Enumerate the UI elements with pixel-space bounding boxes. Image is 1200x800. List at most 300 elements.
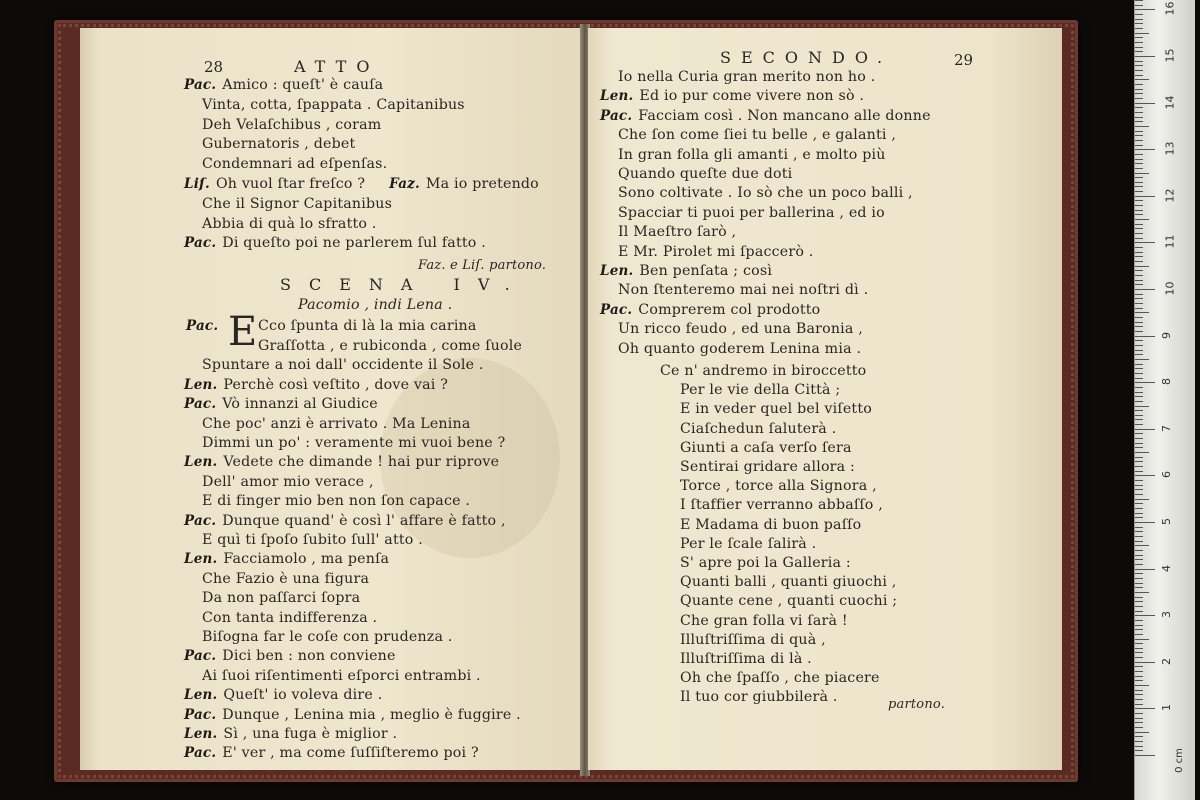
ruler-tick <box>1135 550 1143 551</box>
ruler-number: 13 <box>1163 141 1177 156</box>
line-text: Ben penſata ; così <box>639 263 773 279</box>
ruler-tick <box>1135 177 1143 178</box>
ruler-tick <box>1135 648 1143 649</box>
ruler-tick <box>1135 419 1143 420</box>
ruler-tick <box>1135 713 1143 714</box>
measurement-ruler <box>1134 0 1195 800</box>
ruler-tick <box>1135 503 1143 504</box>
ruler-tick <box>1135 23 1143 24</box>
ruler-tick <box>1135 508 1143 509</box>
ruler-tick <box>1135 256 1143 257</box>
ruler-number: 16 <box>1163 1 1177 16</box>
speaker-label: Len. <box>184 726 218 742</box>
ruler-tick <box>1135 191 1143 192</box>
running-head-left: ATTO <box>294 57 380 76</box>
ruler-tick <box>1135 5 1143 6</box>
speaker-label: Len. <box>600 88 634 105</box>
ruler-tick <box>1135 466 1143 467</box>
ruler-tick <box>1135 732 1149 733</box>
text-line <box>618 68 875 86</box>
ruler-tick <box>1135 447 1143 448</box>
ruler-tick <box>1135 718 1143 719</box>
ruler-number: 4 <box>1160 564 1173 572</box>
text-line <box>184 376 448 394</box>
text-line <box>618 281 868 299</box>
ruler-tick <box>1135 522 1155 523</box>
text-line <box>600 87 864 105</box>
ruler-tick <box>1135 219 1149 220</box>
aria-line: I ſtaffier verranno abbaſſo , <box>680 497 883 514</box>
line-text: Non ſtenteremo mai nei noſtri dì . <box>618 282 869 299</box>
text-line <box>618 320 863 338</box>
speaker-label: Len. <box>184 454 218 471</box>
ruler-tick <box>1135 214 1143 215</box>
text-line <box>618 126 896 144</box>
ruler-tick <box>1135 19 1143 20</box>
speaker-label: Pac. <box>184 235 217 252</box>
text-line <box>184 76 383 94</box>
ruler-tick <box>1135 671 1143 672</box>
ruler-tick <box>1135 666 1143 667</box>
ruler-tick <box>1135 564 1143 565</box>
ruler-tick <box>1135 340 1143 341</box>
ruler-tick <box>1135 42 1143 43</box>
ruler-tick <box>1135 378 1143 379</box>
aria-line: Il tuo cor giubbilerà . <box>680 689 838 706</box>
ruler-tick <box>1135 33 1149 34</box>
ruler-tick <box>1135 252 1143 253</box>
text-line <box>258 337 522 355</box>
ruler-tick <box>1135 536 1143 537</box>
ruler-tick <box>1135 317 1143 318</box>
text-line <box>202 570 369 588</box>
line-text: Io nella Curia gran merito non ho . <box>618 69 876 85</box>
ruler-tick <box>1135 308 1143 309</box>
line-text: Che ſon come ſiei tu belle , e galanti , <box>618 127 897 144</box>
text-line <box>202 155 387 173</box>
ruler-tick <box>1135 387 1143 388</box>
scene-characters: Pacomio , indi Lena . <box>298 297 453 313</box>
ruler-tick <box>1135 415 1143 416</box>
line-text: Che poc' anzi è arrivato . Ma Lenina <box>202 415 471 432</box>
ruler-tick <box>1135 587 1143 588</box>
ruler-tick <box>1135 47 1143 48</box>
line-text: Facciam così . Non mancano alle donne <box>638 107 931 124</box>
line-text: Graſſotta , e rubiconda , come ſuole <box>258 338 523 354</box>
line-text: Che il Signor Capitanibus <box>202 195 393 212</box>
ruler-tick <box>1135 401 1143 402</box>
ruler-tick <box>1135 196 1155 197</box>
ruler-tick <box>1135 499 1149 500</box>
ruler-tick <box>1135 98 1143 99</box>
line-text: Che Fazio è una figura <box>202 570 370 587</box>
ruler-tick <box>1135 443 1143 444</box>
ruler-number: 7 <box>1160 424 1173 432</box>
ruler-tick <box>1135 336 1155 337</box>
ruler-tick <box>1135 9 1155 10</box>
line-text: Dunque quand' è così l' affare è fatto , <box>222 512 506 529</box>
ruler-tick <box>1135 51 1143 52</box>
line-text: Dimmi un po' : veramente mi vuoi bene ? <box>202 435 506 451</box>
line-text: Di queſto poi ne parlerem ſul fatto . <box>222 235 486 252</box>
ruler-tick <box>1135 14 1143 15</box>
ruler-tick <box>1135 275 1143 276</box>
aria-line: Giunti a caſa verſo ſera <box>680 439 852 456</box>
speaker-label: Pac. <box>600 107 633 124</box>
ruler-tick <box>1135 298 1143 299</box>
ruler-tick <box>1135 173 1149 174</box>
ruler-tick <box>1135 559 1143 560</box>
running-head-right: SECONDO. <box>720 48 893 67</box>
ruler-tick <box>1135 597 1143 598</box>
ruler-tick <box>1135 345 1143 346</box>
speaker-label: Len. <box>184 551 218 568</box>
text-line <box>600 301 820 319</box>
ruler-number: 2 <box>1160 657 1173 665</box>
line-text: Il Maeſtro ſarò , <box>618 224 737 241</box>
ruler-tick <box>1135 238 1143 239</box>
line-text: Con tanta indifferenza . <box>202 609 378 626</box>
text-line <box>202 96 465 114</box>
ruler-tick <box>1135 438 1143 439</box>
ruler-tick <box>1135 657 1143 658</box>
ruler-tick <box>1135 359 1149 360</box>
ruler-tick <box>1135 592 1149 593</box>
text-line <box>202 609 377 627</box>
line-text: Deh Velaſchibus , coram <box>202 116 382 133</box>
ruler-tick <box>1135 121 1143 122</box>
text-line <box>618 184 913 202</box>
line-text: Oh quanto goderem Lenina mia . <box>618 340 862 357</box>
ruler-tick <box>1135 615 1155 616</box>
text-line: Cco ſpunta di là la mia carina <box>258 318 477 334</box>
ruler-tick <box>1135 294 1143 295</box>
ruler-tick <box>1135 326 1143 327</box>
ruler-tick <box>1135 545 1149 546</box>
ruler-unit-label: 0 cm <box>1173 748 1185 773</box>
line-text: E quì ti ſpoſo ſubito ſull' atto . <box>202 532 423 548</box>
ruler-tick <box>1135 149 1155 150</box>
ruler-tick <box>1135 200 1143 201</box>
ruler-number: 6 <box>1160 471 1173 479</box>
line-text: Abbia di quà lo sfratto . <box>202 215 377 232</box>
text-line <box>600 262 772 280</box>
ruler-number: 12 <box>1163 188 1177 203</box>
ruler-tick <box>1135 284 1143 285</box>
line-text: Spuntare a noi dall' occidente il Sole . <box>202 357 484 374</box>
aria-line: Quanti balli , quanti giuochi , <box>680 574 897 591</box>
ruler-tick <box>1135 494 1143 495</box>
ruler-tick <box>1135 475 1155 476</box>
line-text: Biſogna far le coſe con prudenza . <box>202 629 453 645</box>
aria-line: Oh che ſpaſſo , che piacere <box>680 670 880 687</box>
text-line <box>184 706 521 724</box>
text-line <box>600 107 931 125</box>
ruler-tick <box>1135 163 1143 164</box>
speaker-label: Len. <box>600 263 634 279</box>
text-line <box>202 589 360 607</box>
line-text: Perchè così veſtito , dove vai ? <box>223 376 449 393</box>
ruler-tick <box>1135 168 1143 169</box>
ruler-tick <box>1135 107 1143 108</box>
left-page <box>80 28 582 770</box>
line-text: Un ricco feudo , ed una Baronia , <box>618 321 863 338</box>
ruler-tick <box>1135 457 1143 458</box>
ruler-tick <box>1135 625 1143 626</box>
text-line <box>618 165 792 183</box>
text-line <box>618 243 814 261</box>
text-line <box>202 415 471 433</box>
ruler-tick <box>1135 452 1149 453</box>
ruler-tick <box>1135 280 1143 281</box>
ruler-tick <box>1135 746 1143 747</box>
ruler-tick <box>1135 708 1155 709</box>
text-line <box>618 146 886 164</box>
ruler-tick <box>1135 205 1143 206</box>
text-line <box>184 453 499 471</box>
ruler-tick <box>1135 606 1143 607</box>
ruler-tick <box>1135 555 1143 556</box>
ruler-tick <box>1135 643 1143 644</box>
text-line <box>202 116 381 134</box>
line-text: Ai ſuoi riſentimenti eſporci entrambi . <box>202 667 481 684</box>
ruler-tick <box>1135 429 1155 430</box>
ruler-tick <box>1135 247 1143 248</box>
line-text: Oh vuol ſtar freſco ? <box>215 176 366 192</box>
text-line <box>202 667 481 685</box>
line-text: Ed io pur come vivere non sò . <box>639 88 865 105</box>
ruler-tick <box>1135 159 1143 160</box>
text-line <box>184 744 479 762</box>
ruler-tick <box>1135 140 1143 141</box>
text-line <box>618 223 736 241</box>
ruler-tick <box>1135 406 1149 407</box>
text-line <box>184 686 382 704</box>
ruler-tick <box>1135 126 1149 127</box>
ruler-tick <box>1135 117 1143 118</box>
ruler-tick <box>1135 224 1143 225</box>
ruler-tick <box>1135 154 1143 155</box>
aria-line: Ciaſchedun ſaluterà . <box>680 420 837 437</box>
ruler-tick <box>1135 741 1143 742</box>
line-text: E' ver , ma come ſuſſiſteremo poi ? <box>222 745 479 762</box>
ruler-tick <box>1135 89 1143 90</box>
stage-direction-exit: Faz. e Liſ. partono. <box>418 258 547 273</box>
ruler-tick <box>1135 690 1143 691</box>
ruler-tick <box>1135 182 1143 183</box>
aria-line: E in veder quel bel viſetto <box>680 401 872 418</box>
ruler-tick <box>1135 750 1143 751</box>
line-text: Dell' amor mio verace , <box>202 473 374 490</box>
ruler-tick <box>1135 131 1143 132</box>
ruler-tick <box>1135 312 1149 313</box>
ruler-tick <box>1135 242 1155 243</box>
ruler-tick <box>1135 639 1149 640</box>
text-line <box>618 340 861 358</box>
ruler-tick <box>1135 662 1155 663</box>
ruler-number: 10 <box>1163 281 1177 296</box>
speaker-label: Len. <box>184 687 218 704</box>
page-number-left: 28 <box>204 58 224 76</box>
line-text: Dunque , Lenina mia , meglio è fuggire . <box>222 706 521 723</box>
line-text: Facciamolo , ma penſa <box>223 551 390 568</box>
text-line <box>202 135 355 153</box>
text-line <box>202 531 423 549</box>
ruler-tick <box>1135 541 1143 542</box>
aria-line: Per le ſcale ſalirà . <box>680 535 817 552</box>
ruler-number: 11 <box>1163 234 1177 249</box>
line-text: Vedete che dimande ! hai pur riprove <box>223 454 500 471</box>
ruler-tick <box>1135 620 1143 621</box>
ruler-tick <box>1135 210 1143 211</box>
ruler-tick <box>1135 513 1143 514</box>
ruler-number: 15 <box>1163 48 1177 63</box>
ruler-tick <box>1135 569 1155 570</box>
ruler-tick <box>1135 270 1143 271</box>
ruler-tick <box>1135 322 1143 323</box>
text-line <box>202 628 453 646</box>
text-line <box>202 492 470 510</box>
drop-cap: E <box>228 309 258 355</box>
speaker-label: Faz. <box>389 176 420 192</box>
line-text: Sì , una fuga è miglior . <box>223 726 398 742</box>
aria-line: Sentirai gridare allora : <box>680 459 856 475</box>
speaker-label: Pac. <box>184 706 217 723</box>
text-line <box>202 434 505 452</box>
ruler-number: 8 <box>1160 378 1173 386</box>
ruler-tick <box>1135 364 1143 365</box>
ruler-tick <box>1135 410 1143 411</box>
ruler-tick <box>1135 261 1143 262</box>
line-text: Sono coltivate . Io sò che un poco balli , <box>618 185 913 202</box>
page-number-right: 29 <box>954 51 974 69</box>
ruler-tick <box>1135 228 1143 229</box>
ruler-tick <box>1135 601 1143 602</box>
ruler-number: 5 <box>1160 518 1173 525</box>
ruler-tick <box>1135 392 1143 393</box>
speaker-label: Pac. <box>184 77 217 93</box>
ruler-tick <box>1135 699 1143 700</box>
text-line <box>184 175 539 193</box>
ruler-tick <box>1135 289 1155 290</box>
ruler-tick <box>1135 755 1155 756</box>
ruler-tick <box>1135 634 1143 635</box>
ruler-tick <box>1135 65 1143 66</box>
line-text: Queſt' io voleva dire . <box>223 687 383 704</box>
stage-direction-exit: partono. <box>888 697 946 712</box>
line-text: Vinta, cotta, ſpappata . Capitanibus <box>202 96 465 113</box>
line-text: Da non paſſarci ſopra <box>202 590 361 607</box>
ruler-tick <box>1135 578 1143 579</box>
text-line <box>184 725 397 743</box>
ruler-tick <box>1135 517 1143 518</box>
speaker-label: Len. <box>184 376 218 393</box>
ruler-tick <box>1135 37 1143 38</box>
right-page <box>588 28 1062 770</box>
ruler-tick <box>1135 79 1149 80</box>
ruler-tick <box>1135 433 1143 434</box>
ruler-tick <box>1135 583 1143 584</box>
line-text: Condemnari ad eſpenſas. <box>202 156 388 173</box>
aria-line: S' apre poi la Galleria : <box>680 555 851 571</box>
line-text: Quando queſte due doti <box>618 166 793 182</box>
ruler-tick <box>1135 676 1143 677</box>
ruler-tick <box>1135 373 1143 374</box>
line-text: Spacciar ti puoi per ballerina , ed io <box>618 204 885 221</box>
text-line <box>184 550 389 568</box>
ruler-tick <box>1135 611 1143 612</box>
ruler-tick <box>1135 461 1143 462</box>
ruler-tick <box>1135 84 1143 85</box>
ruler-number: 14 <box>1163 95 1177 110</box>
ruler-number: 9 <box>1160 331 1173 339</box>
ruler-tick <box>1135 527 1143 528</box>
ruler-tick <box>1135 680 1143 681</box>
ruler-tick <box>1135 303 1143 304</box>
ruler-tick <box>1135 722 1143 723</box>
ruler-tick <box>1135 145 1143 146</box>
ruler-tick <box>1135 266 1149 267</box>
ruler-tick <box>1135 103 1155 104</box>
ruler-tick <box>1135 382 1155 383</box>
speaker-label: Pac. <box>184 648 217 665</box>
speaker-label: Pac. <box>600 301 633 318</box>
aria-line: E Madama di buon paſſo <box>680 516 862 533</box>
ruler-tick <box>1135 93 1143 94</box>
inline-speech <box>389 176 539 192</box>
ruler-tick <box>1135 56 1155 57</box>
ruler-tick <box>1135 629 1143 630</box>
ruler-tick <box>1135 70 1143 71</box>
aria-line: Torce , torce alla Signora , <box>680 478 877 495</box>
speaker-label: Pac. <box>184 745 217 762</box>
aria-line: Illuſtriſſima di quà , <box>680 631 826 648</box>
ruler-tick <box>1135 112 1143 113</box>
ruler-tick <box>1135 685 1149 686</box>
line-text: Amico : queſt' è cauſa <box>222 77 384 93</box>
text-line <box>184 395 378 413</box>
ruler-tick <box>1135 736 1143 737</box>
aria-line: Illuſtriſſima di là . <box>680 651 812 667</box>
ruler-number: 1 <box>1160 704 1173 712</box>
ruler-tick <box>1135 233 1143 234</box>
ruler-tick <box>1135 75 1143 76</box>
ruler-tick <box>1135 28 1143 29</box>
aria-line: Quante cene , quanti cuochi ; <box>680 593 898 610</box>
ruler-tick <box>1135 186 1143 187</box>
line-text: Gubernatoris , debet <box>202 136 356 153</box>
ruler-tick <box>1135 350 1143 351</box>
aria-line: Ce n' andremo in biroccetto <box>660 363 867 379</box>
text-line <box>184 647 396 665</box>
line-text: Dici ben : non conviene <box>222 648 396 665</box>
text-line <box>202 195 392 213</box>
aria-line: Che gran folla vi ſarà ! <box>680 612 848 629</box>
ruler-tick <box>1135 135 1143 136</box>
line-text: Vò innanzi al Giudice <box>222 396 378 413</box>
text-line <box>618 204 885 222</box>
scene-title: SCENA IV. <box>280 275 528 294</box>
aria-line: Per le vie della Città ; <box>680 382 841 399</box>
ruler-tick <box>1135 471 1143 472</box>
ruler-tick <box>1135 0 1143 1</box>
ruler-tick <box>1135 652 1143 653</box>
ruler-tick <box>1135 354 1143 355</box>
ruler-tick <box>1135 480 1143 481</box>
line-text: E di finger mio ben non ſon capace . <box>202 493 471 510</box>
ruler-tick <box>1135 485 1143 486</box>
speaker-label: Pac. <box>186 318 219 334</box>
